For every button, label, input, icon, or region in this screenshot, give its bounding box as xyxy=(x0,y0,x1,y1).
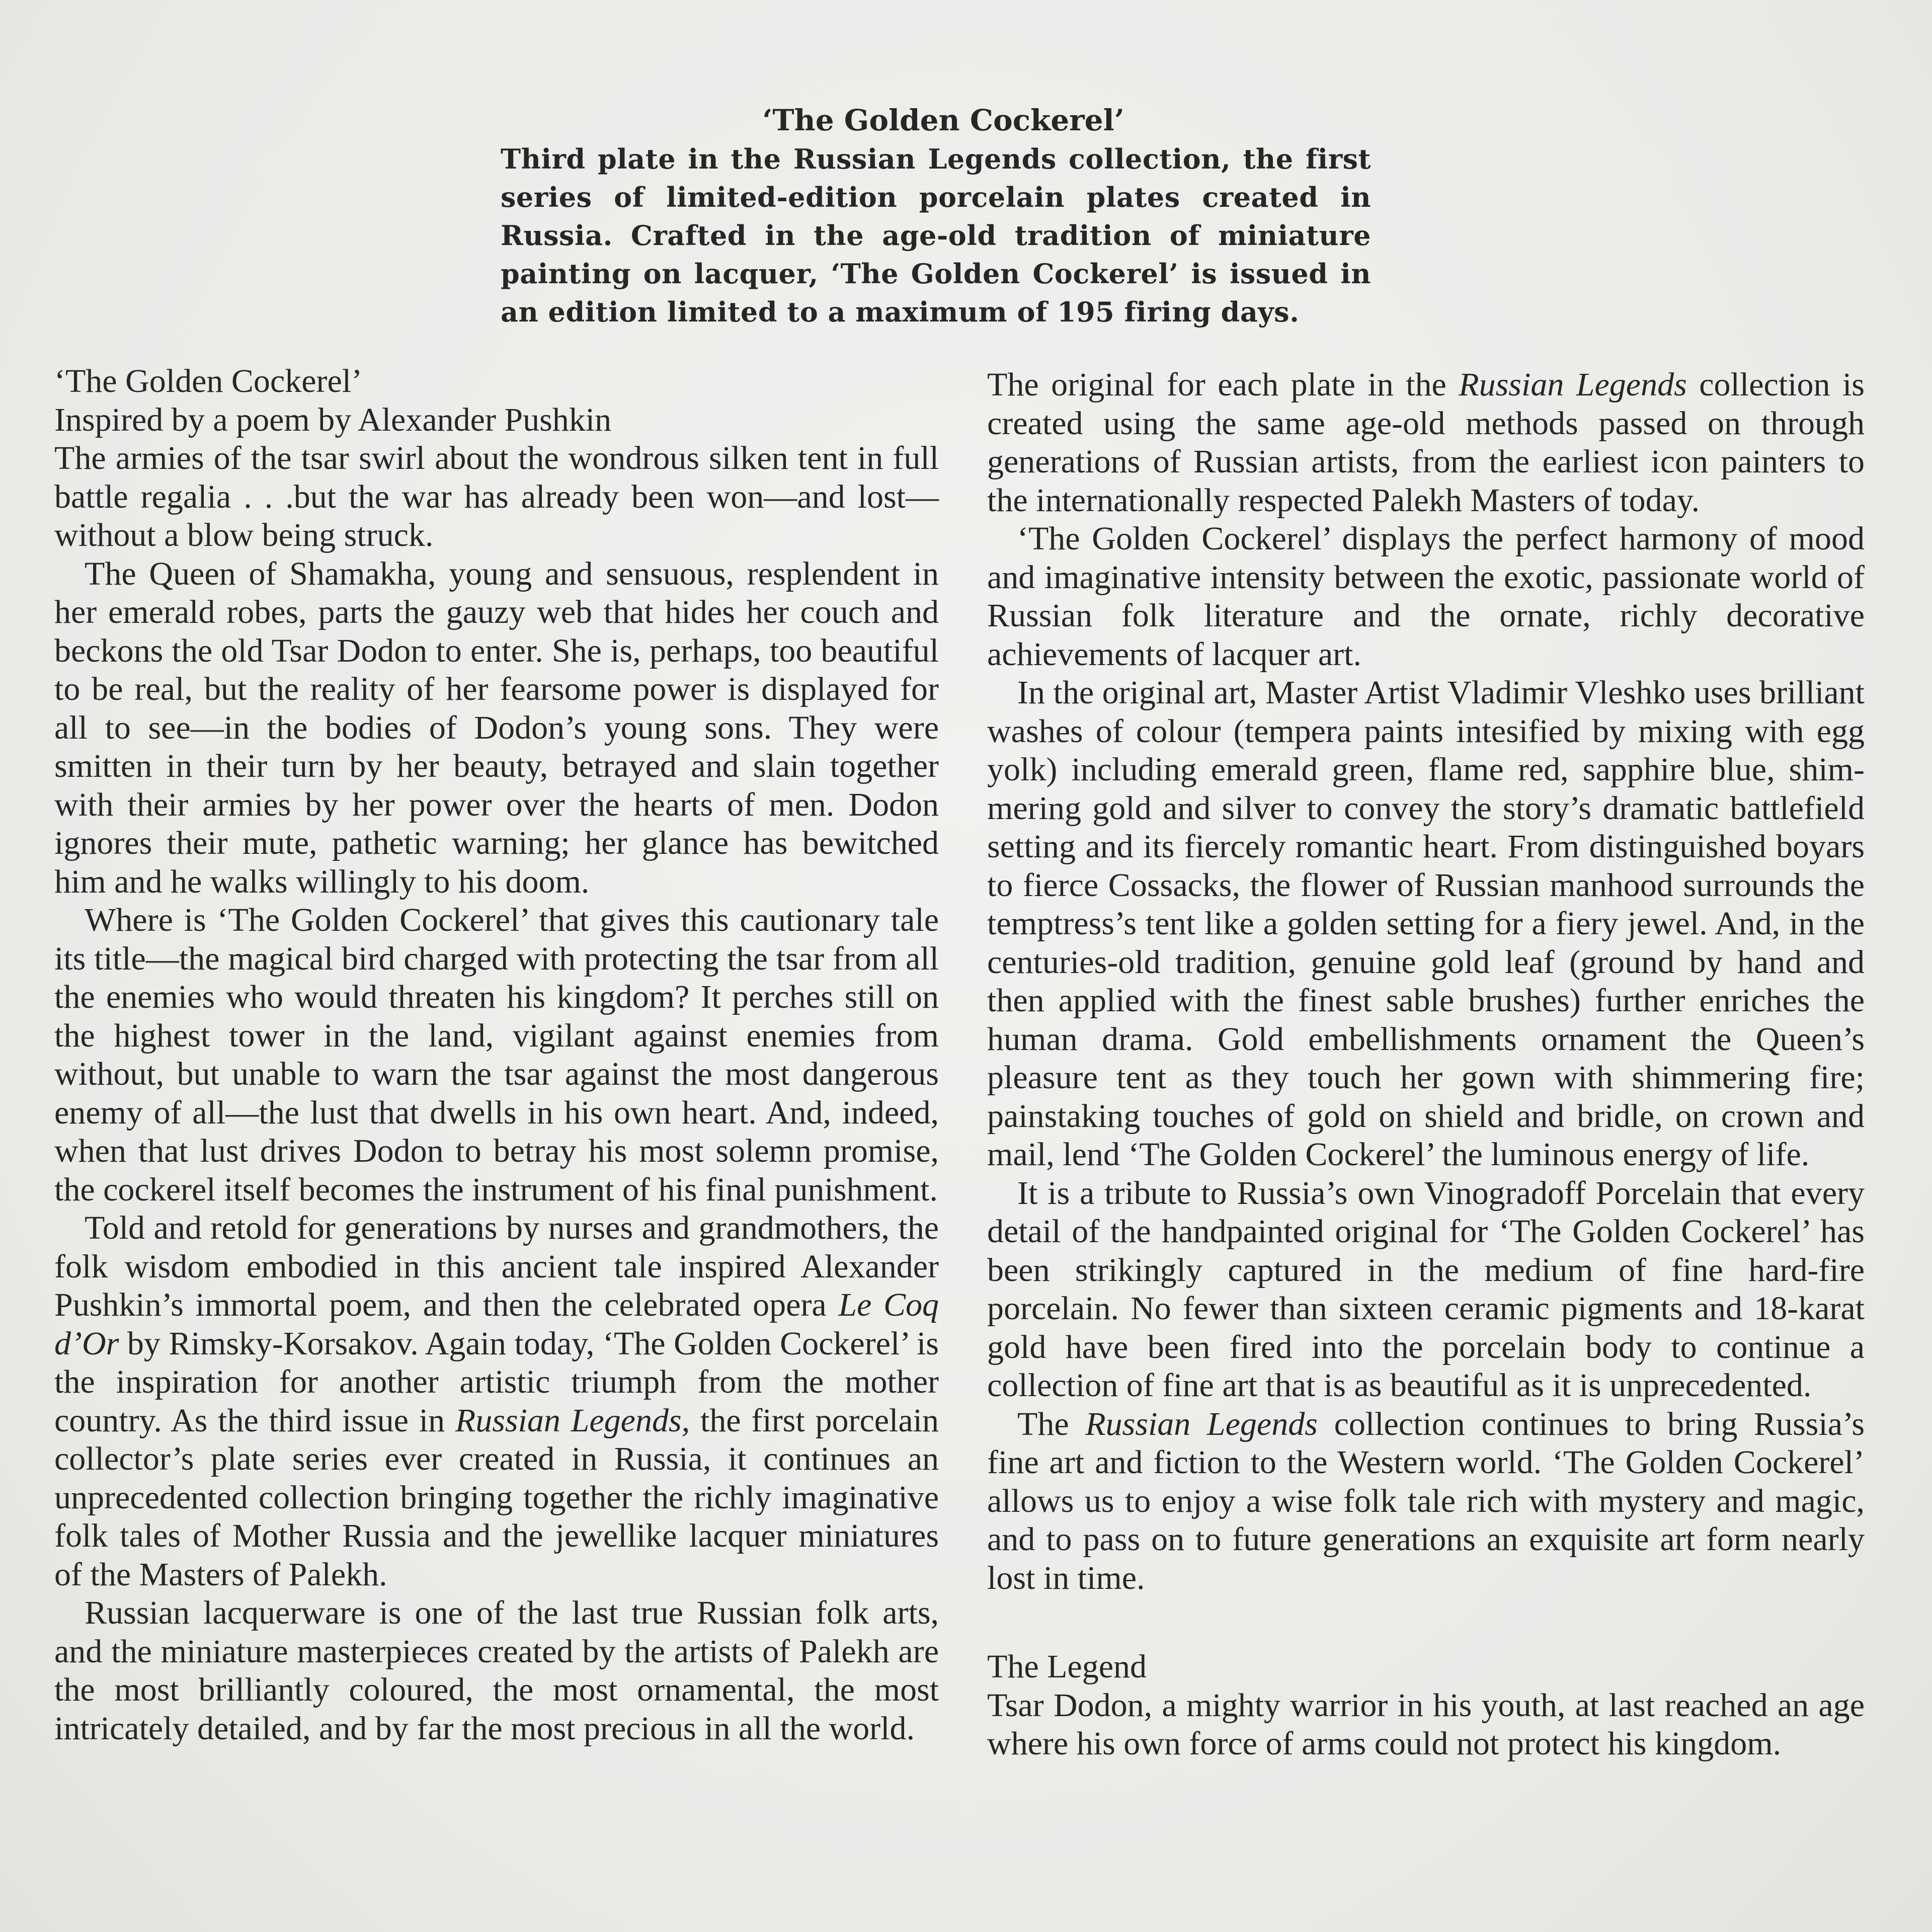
series-title: Russian Legends, xyxy=(455,1402,690,1439)
paragraph-pushkin-part-a: Told and retold for generations by nurses and grandmothers, the folk wisdom embodied in this ancient tale inspired Alexander Pushkin’s immortal poem, and then the celebrated opera xyxy=(54,1210,939,1323)
legend-heading: The Legend xyxy=(987,1648,1147,1685)
paragraph-lacquerware: Russian lacquerware is one of the last true Russian folk arts, and the miniature masterpieces created by the artists of Palekh are the most brilliantly coloured, the most ornamental, the most intricately detailed, and by far the most precious in all the world. xyxy=(54,1594,939,1747)
paragraph-artist: In the original art, Master Artist Vladimir Vleshko uses brilliant washes of colour (tempera paints intesified by mixing with egg yolk) including emerald green, flame red, sapphire blue, shimmering gold and silver to convey the story’s dramatic battlefield setting and its fiercely romantic heart. From distinguished boyars to fierce Cossacks, the flower of Russian manhood surrounds the temptress’s tent like a golden setting for a fiery jewel. And, in the centuries-old tradition, genuine gold leaf (ground by hand and then applied with the finest sable brushes) further enriches the human drama. Gold embellishments ornament the Queen’s pleasure tent as they touch her gown with shimmering fire; painstaking touches of gold on shield and bridle, on crown and mail, lend ‘The Golden Cockerel’ the luminous energy of life. xyxy=(987,674,1865,1173)
paragraph-original xyxy=(987,366,1865,520)
series-title: Russian Legends xyxy=(1085,1405,1318,1442)
story-title: ‘The Golden Cockerel’ xyxy=(54,363,363,399)
right-column xyxy=(987,366,1865,1763)
story-credit: Inspired by a poem by Alexander Pushkin xyxy=(54,401,612,438)
header-description: Third plate in the Russian Legends collection, the first series of limited-edition porcelain plates created in Russia. Crafted in the age-old tradition of miniature painting on lacquer, ‘The Golden Cockerel’ is issued in an edition limited to a maximum of 195 firing days. xyxy=(501,143,1371,328)
paragraph-harmony: ‘The Golden Cockerel’ displays the perfect harmony of mood and imaginative intensity between the exotic, passionate world of Russian folk literature and the ornate, richly decorative achievements of lacquer art. xyxy=(987,520,1865,673)
paragraph-cockerel: Where is ‘The Golden Cockerel’ that gives this cautionary tale its title—the magical bird charged with protecting the tsar from all the enemies who would threaten his kingdom? It perches still on the highest tower in the land, vigilant against enemies from without, but unable to warn the tsar against the most dangerous enemy of all—the lust that dwells in his own heart. And, indeed, when that lust drives Dodon to betray his most solemn promise, the cockerel itself becomes the instrument of his final punishment. xyxy=(54,902,939,1208)
paragraph-original-part-b: collection is created using the same age-old methods passed on through generations of Russian artists, from the earliest icon painters to the internationally respected Palekh Masters of today. xyxy=(987,366,1865,519)
paragraph-collection xyxy=(987,1405,1865,1598)
paragraph-pushkin-part-b: by Rimsky-Korsakov. Again today, ‘The Golden Cockerel’ is the inspiration for another artistic triumph from the mother country. As the third issue in xyxy=(54,1325,939,1439)
paragraph-collection-part-b: collection continues to bring Russia’s fine art and fiction to the Western world. ‘The Golden Cockerel’ allows us to enjoy a wise folk tale rich with mystery and magic, and to pass on to future generations an exquisite art form nearly lost in time. xyxy=(987,1405,1865,1596)
legend-text: Tsar Dodon, a mighty warrior in his youth, at last reached an age where his own force of arms could not protect his kingdom. xyxy=(987,1686,1865,1762)
section-gap xyxy=(987,1597,1865,1648)
left-column xyxy=(54,362,939,1748)
story-intro: The armies of the tsar swirl about the wondrous silken tent in full battle regalia . . .but the war has already been won—and lost—without a blow being struck. xyxy=(54,440,939,553)
opera-title: Le Coq d’Or xyxy=(54,1286,939,1362)
paragraph-collection-part-a: The xyxy=(1017,1405,1086,1442)
paragraph-porcelain: It is a tribute to Russia’s own Vinogradoff Porcelain that every detail of the handpainted original for ‘The Golden Cockerel’ has been strikingly captured in the medium of fine hard-fire porcelain. No fewer than sixteen ceramic pigments and 18-karat gold have been fired into the porcelain body to continue a collection of fine art that is as beautiful as it is unprecedented. xyxy=(987,1174,1865,1404)
paragraph-pushkin xyxy=(54,1209,939,1594)
paragraph-queen: The Queen of Shamakha, young and sensuous, resplendent in her emerald robes, parts the gauzy web that hides her couch and beckons the old Tsar Dodon to enter. She is, perhaps, too beautiful to be real, but the reality of her fearsome power is displayed for all to see—in the bodies of Dodon’s young sons. They were smitten in their turn by her beauty, betrayed and slain together with their armies by her power over the hearts of men. Dodon ignores their mute, pathetic warning; her glance has bewitched him and he walks willingly to his doom. xyxy=(54,555,939,900)
paragraph-original-part-a: The original for each plate in the xyxy=(987,366,1459,403)
paragraph-pushkin-part-c: the first porcelain collector’s plate series ever created in Russia, it continues an unprecedented collection bringing together the richly imaginative folk tales of Mother Russia and the jewellike lacquer miniatures of the Masters of Palekh. xyxy=(54,1402,939,1593)
series-title: Russian Legends xyxy=(1459,366,1687,403)
plate-header xyxy=(501,101,1371,331)
page-title: ‘The Golden Cockerel’ xyxy=(762,103,1124,137)
